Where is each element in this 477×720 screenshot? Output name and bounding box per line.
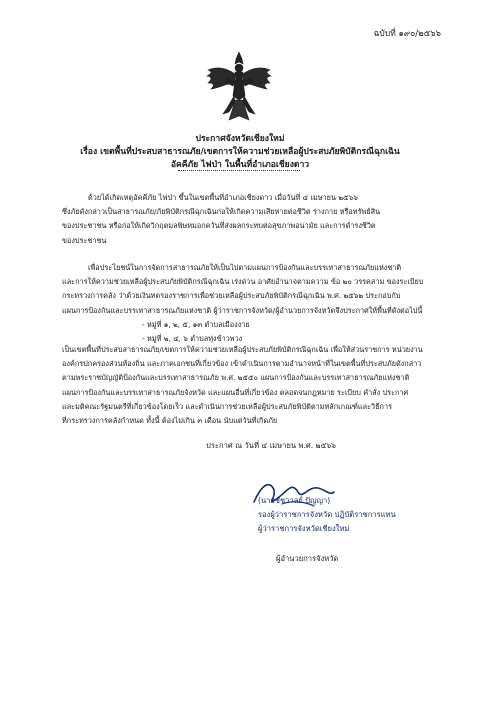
paragraph-incident (62, 191, 434, 248)
paragraph-line: ตามพระราชบัญญัติป้องกันและบรรเทาสาธารณภัย พ.ศ. ๒๕๕๐ แผนการป้องกันและบรรเทาสาธารณภัยแห่งชาติ (62, 373, 410, 383)
paragraph-line: และมติคณะรัฐมนตรีที่เกี่ยวข้องโดยเร็ว และดำเนินการช่วยเหลือผู้ประสบภัยพิบัติตามหลักเกณฑ์และวิธีการ (62, 401, 392, 411)
paragraph-line: ที่กระทรวงการคลังกำหนด ทั้งนี้ ต้องไม่เกิน ๓ เดือน นับแต่วันที่เกิดภัย (62, 416, 278, 426)
footer-role: ผู้อำนวยการจังหวัด (276, 554, 339, 563)
garuda-emblem-icon (205, 50, 273, 124)
announcement-subject-detail: อัคคีภัย ไฟป่า ในพื้นที่อำเภอเชียงดาว (170, 160, 310, 170)
paragraph-line: และการให้ความช่วยเหลือผู้ประสบภัยพิบัติกรณีฉุกเฉิน เร่งด่วน อาศัยอำนาจตามความ ข้อ ๒๐ วรรคสาม ของระเบียบ (62, 277, 424, 287)
dotted-divider (178, 170, 300, 171)
signatory-position: รองผู้ว่าราชการจังหวัด ปฏิบัติราชการแทน (258, 510, 396, 519)
announcement-subject: เรื่อง เขตพื้นที่ประสบสาธารณภัย/เขตการให้ความช่วยเหลือผู้ประสบภัยพิบัติกรณีฉุกเฉิน (80, 147, 400, 157)
paragraph-declaration (62, 343, 434, 428)
signatory-position-governor: ผู้ว่าราชการจังหวัดเชียงใหม่ (258, 524, 350, 533)
paragraph-line: ของประชาชน (62, 235, 107, 245)
paragraph-line: เพื่อประโยชน์ในการจัดการสาธารณภัยให้เป็นไปตามแผนการป้องกันและบรรเทาสาธารณภัยแห่งชาติ (88, 263, 402, 272)
area-item: - หมู่ที่ ๑, ๒, ๕, ๑๓ ตำบลเมืองงาย (142, 319, 250, 329)
document-number: ฉบับที่ ๑๙๐/๒๕๖๖ (373, 29, 441, 39)
signatory-name: (นายชัชวาลย์ ปัญญา) (258, 496, 331, 505)
announcement-title: ประกาศจังหวัดเชียงใหม่ (195, 134, 285, 144)
paragraph-line: ของประชาชน หรือก่อให้เกิดวิกฤตมลพิษหมอกควันที่ส่งผลกระทบต่อสุขภาพอนามัย และการดำรงชีวิต (62, 221, 376, 231)
area-item: - หมู่ที่ ๒, ๔, ๖ ตำบลทุ่งข้าวพวง (142, 334, 243, 344)
announcement-date: ประกาศ ณ วันที่ ๔ เมษายน พ.ศ. ๒๕๖๖ (206, 441, 336, 450)
paragraph-line: องค์กรปกครองส่วนท้องถิ่น และภาคเอกชนที่เกี่ยวข้อง เข้าดำเนินการตามอำนาจหน้าที่ในเขตพื้นที่ประสบภัยดังกล่าว (62, 359, 422, 369)
signature-block (258, 494, 396, 536)
paragraph-line: แผนการป้องกันและบรรเทาสาธารณภัยแห่งชาติ ผู้ว่าราชการจังหวัด/ผู้อำนวยการจังหวัดจึงประกาศให้พื้นที่ดังต่อไปนี้ (62, 305, 423, 315)
paragraph-line: แผนการป้องกันและบรรเทาสาธารณภัยจังหวัด และแผนอื่นที่เกี่ยวข้อง ตลอดจนกฎหมาย ระเบียบ คำสั่ง ประกาศ (62, 387, 409, 397)
paragraph-line: เป็นเขตพื้นที่ประสบสาธารณภัย/เขตการให้ความช่วยเหลือผู้ประสบภัยพิบัติกรณีฉุกเฉิน เพื่อให้ส่วนราชการ หน่วยงาน (62, 345, 423, 354)
paragraph-line: ซึ่งภัยดังกล่าวเป็นสาธารณภัย/ภัยพิบัติกรณีฉุกเฉินก่อให้เกิดความเสียหายต่อชีวิต ร่างกาย หรือทรัพย์สิน (62, 207, 381, 217)
paragraph-line: ด้วยได้เกิดเหตุอัคคีภัย ไฟป่า ขึ้นในเขตพื้นที่อำเภอเชียงดาว เมื่อวันที่ ๔ เมษายน ๒๕๖๖ (88, 193, 358, 202)
paragraph-line: กระทรวงการคลัง ว่าด้วยเงินทดรองราชการเพื่อช่วยเหลือผู้ประสบภัยพิบัติกรณีฉุกเฉิน พ.ศ. ๒๕๖๒ ประกอบกับ (62, 291, 401, 301)
paragraph-authority (62, 261, 434, 346)
